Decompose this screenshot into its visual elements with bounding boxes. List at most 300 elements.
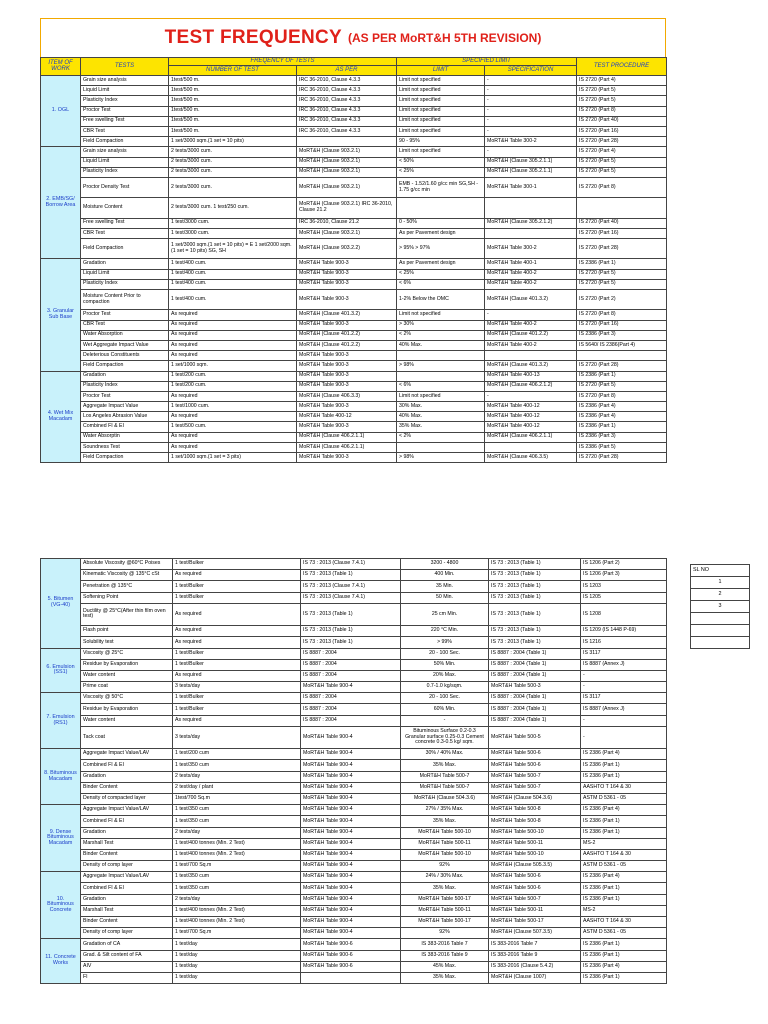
test-name-cell: Gradation <box>81 894 173 905</box>
procedure-cell: IS 2386 (Part 1) <box>581 972 667 983</box>
procedure-cell: IS 1203 <box>581 581 667 592</box>
specification-cell: IS 73 : 2013 (Table 1) <box>489 581 581 592</box>
specification-cell: IS 383-2016 Table 7 <box>489 939 581 950</box>
number-of-test-cell: 1test/500 m. <box>169 96 297 106</box>
specification-cell: IS 73 : 2013 (Table 1) <box>489 592 581 603</box>
sheet-table-1 <box>40 18 666 463</box>
specification-cell <box>485 228 577 238</box>
table-row <box>41 581 667 592</box>
number-of-test-cell: 1 test/350 cum <box>173 805 301 816</box>
number-of-test-cell: 1 test/3000 cum. <box>169 218 297 228</box>
table-row <box>41 330 667 340</box>
test-frequency-table <box>40 57 667 463</box>
limit-cell: Limit not specified <box>397 310 485 320</box>
limit-cell: MoRT&H Table 500-17 <box>401 894 489 905</box>
number-of-test-cell: 2 tests/3000 cum. <box>169 177 297 197</box>
procedure-cell: IS 1209 (IS 1448 P-69) <box>581 626 667 637</box>
table-row <box>41 310 667 320</box>
limit-cell: IS 383-2016 Table 7 <box>401 939 489 950</box>
test-name-cell: Field Compaction <box>81 239 169 259</box>
limit-cell: 0.7-1.0 kg/sqm. <box>401 682 489 693</box>
test-name-cell: Soundness Test <box>81 442 169 452</box>
test-name-cell: Gradation <box>81 827 173 838</box>
item-of-work-cell: 4. Wet Mix Macadam <box>41 371 81 463</box>
limit-cell: MoRT&H Table 500-7 <box>401 782 489 793</box>
number-of-test-cell: 1 set/1000 sqm. <box>169 361 297 371</box>
limit-cell: < 2% <box>397 330 485 340</box>
procedure-cell: IS 2386 (Part 4) <box>581 749 667 760</box>
number-of-test-cell: As required <box>173 626 301 637</box>
test-name-cell: Moisture Content <box>81 198 169 218</box>
test-name-cell: Plasticity Index <box>81 381 169 391</box>
specification-cell: - <box>485 76 577 86</box>
procedure-cell: IS 5640/ IS 2386(Part 4) <box>577 340 667 350</box>
limit-cell: > 99% <box>401 637 489 648</box>
table-row <box>41 157 667 167</box>
limit-cell: > 95% > 97% <box>397 239 485 259</box>
procedure-cell: IS 2720 (Part 5) <box>577 157 667 167</box>
number-of-test-cell: 1 set/1000 sqm.(1 set = 3 pits) <box>169 453 297 463</box>
table-row <box>41 872 667 883</box>
procedure-cell: IS 2386 (Part 4) <box>581 961 667 972</box>
limit-cell: EMB - 1.52/1.60 g/cc min SG,SH - 1.75 g/cc min <box>397 177 485 197</box>
specification-cell <box>485 442 577 452</box>
specification-cell: MoRT&H Table 400-2 <box>485 269 577 279</box>
as-per-cell: MoRT&H Table 900-4 <box>301 872 401 883</box>
procedure-cell: AASHTO T 164 & 30 <box>581 782 667 793</box>
number-of-test-cell: As required <box>169 391 297 401</box>
number-of-test-cell: 1 test/day <box>173 939 301 950</box>
table-row <box>41 771 667 782</box>
number-of-test-cell: 2 test/day / plant <box>173 782 301 793</box>
limit-cell: 40% Max. <box>397 340 485 350</box>
specification-cell: MoRT&H Table 500-6 <box>489 760 581 771</box>
procedure-cell: IS 2386 (Part 1) <box>581 760 667 771</box>
test-name-cell: Los Angeles Abrasion Value <box>81 412 169 422</box>
as-per-cell: MoRT&H Table 900-3 <box>297 361 397 371</box>
procedure-cell: IS 2720 (Part 8) <box>577 106 667 116</box>
as-per-cell: MoRT&H (Clause 903.2.1) <box>297 167 397 177</box>
test-name-cell: Density of compacted layer <box>81 793 173 804</box>
limit-cell: 35% Max. <box>397 422 485 432</box>
test-name-cell: Grain size analysis <box>81 76 169 86</box>
table-row <box>41 126 667 136</box>
as-per-cell: MoRT&H Table 900-3 <box>297 269 397 279</box>
number-of-test-cell: As required <box>173 637 301 648</box>
limit-cell: Limit not specified <box>397 86 485 96</box>
header-as-per: AS PER <box>297 66 397 76</box>
item-of-work-cell: 11. Concrete Works <box>41 939 81 984</box>
procedure-cell: IS 2720 (Part 28) <box>577 137 667 147</box>
number-of-test-cell: 1 test/350 cum <box>173 883 301 894</box>
as-per-cell: IRC 36-2010, Clause 4.3.3 <box>297 86 397 96</box>
table-row <box>41 320 667 330</box>
table-row <box>41 782 667 793</box>
item-of-work-cell: 1. OGL <box>41 76 81 147</box>
as-per-cell: MoRT&H Table 900-4 <box>301 782 401 793</box>
specification-cell: MoRT&H (Clause 505.3.5) <box>489 861 581 872</box>
procedure-cell: IS 2720 (Part 2) <box>577 289 667 309</box>
as-per-cell: IRC 36-2010, Clause 4.3.3 <box>297 116 397 126</box>
limit-cell: 20 - 100 Sec. <box>401 693 489 704</box>
test-name-cell: Absolute Viscosity @60°C Poises <box>81 559 173 570</box>
test-name-cell: Combined FI & EI <box>81 422 169 432</box>
as-per-cell: MoRT&H (Clause 406.2.1.1) <box>297 442 397 452</box>
limit-cell: Limit not specified <box>397 116 485 126</box>
limit-cell: > 98% <box>397 453 485 463</box>
limit-cell: 40% Max. <box>397 412 485 422</box>
procedure-cell: IS 2386 (Part 1) <box>577 422 667 432</box>
test-name-cell: Free swelling Test <box>81 218 169 228</box>
test-name-cell: Tack coat <box>81 726 173 748</box>
table-row <box>41 749 667 760</box>
procedure-cell: IS 2720 (Part 5) <box>577 279 667 289</box>
specification-cell: IS 73 : 2013 (Table 1) <box>489 559 581 570</box>
number-of-test-cell: 1 test/200 cum. <box>169 371 297 381</box>
as-per-cell: IS 73 : 2013 (Clause 7.4.1) <box>301 592 401 603</box>
table-row <box>41 917 667 928</box>
specification-cell: MoRT&H (Clause 305.2.1.1) <box>485 157 577 167</box>
number-of-test-cell: 1test/500 m. <box>169 76 297 86</box>
test-name-cell: Moisture Content Prior to compaction <box>81 289 169 309</box>
table-row <box>41 198 667 218</box>
title-bar <box>40 18 666 57</box>
table-row <box>41 894 667 905</box>
specification-cell: IS 383-2016 (Clause 5.4.2) <box>489 961 581 972</box>
number-of-test-cell: 1test/500 m. <box>169 116 297 126</box>
limit-cell: Limit not specified <box>397 96 485 106</box>
procedure-cell: IS 2386 (Part 1) <box>581 816 667 827</box>
limit-cell: 30% Max. <box>397 402 485 412</box>
number-of-test-cell: As required <box>169 340 297 350</box>
table-row <box>41 648 667 659</box>
as-per-cell: MoRT&H (Clause 903.2.1) <box>297 177 397 197</box>
table-row <box>41 693 667 704</box>
specification-cell: IS 73 : 2013 (Table 1) <box>489 626 581 637</box>
test-name-cell: CBR Test <box>81 228 169 238</box>
procedure-cell: IS 2720 (Part 40) <box>577 218 667 228</box>
specification-cell: MoRT&H Table 500-7 <box>489 771 581 782</box>
test-name-cell: Residue by Evaporation <box>81 659 173 670</box>
test-name-cell: Density of comp layer <box>81 928 173 939</box>
limit-cell: IS 383-2016 Table 9 <box>401 950 489 961</box>
test-name-cell: Combined FI & EI <box>81 816 173 827</box>
table-row <box>41 86 667 96</box>
number-of-test-cell: 1 test/700 Sq.m <box>173 861 301 872</box>
as-per-cell: MoRT&H Table 900-4 <box>301 682 401 693</box>
table-row <box>41 816 667 827</box>
procedure-cell: IS 2720 (Part 5) <box>577 269 667 279</box>
number-of-test-cell: As required <box>169 412 297 422</box>
item-of-work-cell: 9. Dense Bituminous Macadam <box>41 805 81 872</box>
as-per-cell: IRC 36-2010, Clause 4.3.3 <box>297 96 397 106</box>
limit-cell: < 6% <box>397 279 485 289</box>
specification-cell: IS 73 : 2013 (Table 1) <box>489 570 581 581</box>
number-of-test-cell: As required <box>169 320 297 330</box>
table-row <box>41 279 667 289</box>
item-of-work-cell: 2. EMB/SG/ Borrow Area <box>41 147 81 259</box>
table-row <box>41 905 667 916</box>
test-name-cell: Field Compaction <box>81 453 169 463</box>
specification-cell: IS 73 : 2013 (Table 1) <box>489 603 581 625</box>
number-of-test-cell: 1test/500 m. <box>169 106 297 116</box>
table-row <box>41 422 667 432</box>
procedure-cell: IS 1206 (Part 3) <box>581 570 667 581</box>
number-of-test-cell: 1 test/day <box>173 950 301 961</box>
table-row <box>41 682 667 693</box>
number-of-test-cell: As required <box>173 715 301 726</box>
sl-no-cell: 1 <box>691 577 750 589</box>
procedure-cell: IS 2386 (Part 4) <box>577 412 667 422</box>
as-per-cell: MoRT&H Table 900-4 <box>301 771 401 782</box>
item-of-work-cell: 6. Emulsion (SS1) <box>41 648 81 693</box>
as-per-cell: MoRT&H (Clause 401.3.2) <box>297 310 397 320</box>
procedure-cell: IS 2386 (Part 4) <box>581 805 667 816</box>
test-name-cell: Gradation <box>81 771 173 782</box>
test-name-cell: FI <box>81 972 173 983</box>
test-name-cell: Liquid Limit <box>81 157 169 167</box>
limit-cell: 45% Max. <box>401 961 489 972</box>
specification-cell: IS 8887 : 2004 (Table 1) <box>489 715 581 726</box>
test-name-cell: Marshall Test <box>81 905 173 916</box>
as-per-cell: MoRT&H (Clause 903.2.1) IRC 36-2010, Clause 21.2 <box>297 198 397 218</box>
as-per-cell: MoRT&H Table 900-6 <box>301 950 401 961</box>
specification-cell: MoRT&H Table 500-17 <box>489 917 581 928</box>
table-row <box>41 592 667 603</box>
item-of-work-cell: 8. Bituminous Macadam <box>41 749 81 805</box>
item-of-work-cell: 3. Granular Sub Base <box>41 259 81 371</box>
as-per-cell: MoRT&H (Clause 406.3.3) <box>297 391 397 401</box>
limit-cell: Limit not specified <box>397 76 485 86</box>
procedure-cell: - <box>581 682 667 693</box>
limit-cell: MoRT&H Table 500-17 <box>401 917 489 928</box>
specification-cell <box>485 198 577 218</box>
as-per-cell: IS 8887 : 2004 <box>301 659 401 670</box>
number-of-test-cell: 2 tests/3000 cum. <box>169 147 297 157</box>
procedure-cell: IS 2720 (Part 5) <box>577 96 667 106</box>
specification-cell: - <box>485 86 577 96</box>
test-name-cell: Aggregate Impact Value <box>81 402 169 412</box>
limit-cell: 27% / 35% Max. <box>401 805 489 816</box>
test-name-cell: Binder Content <box>81 917 173 928</box>
limit-cell: > 98% <box>397 361 485 371</box>
test-name-cell: Gradation <box>81 371 169 381</box>
procedure-cell: IS 2720 (Part 16) <box>577 320 667 330</box>
limit-cell: Limit not specified <box>397 147 485 157</box>
limit-cell: MoRT&H Table 500-11 <box>401 905 489 916</box>
number-of-test-cell: 1 test/350 cum <box>173 816 301 827</box>
specification-cell: MoRT&H Table 500-11 <box>489 905 581 916</box>
test-name-cell: Solubility test <box>81 637 173 648</box>
procedure-cell: IS 8887 (Annex J) <box>581 659 667 670</box>
limit-cell: MoRT&H Table 500-10 <box>401 849 489 860</box>
specification-cell: - <box>485 116 577 126</box>
table-row <box>41 137 667 147</box>
limit-cell: MoRT&H (Clause 504.3.6) <box>401 793 489 804</box>
specification-cell: - <box>485 126 577 136</box>
limit-cell: < 6% <box>397 381 485 391</box>
table-row <box>41 96 667 106</box>
table-row <box>41 432 667 442</box>
limit-cell: Bituminous Surface 0.2-0.3 Granular surface 0.25-0.3 Cement concrete 0.3-0.5 kg/ sqm. <box>401 726 489 748</box>
procedure-cell: IS 2386 (Part 3) <box>577 330 667 340</box>
as-per-cell: MoRT&H Table 900-4 <box>301 749 401 760</box>
specification-cell: IS 8887 : 2004 (Table 1) <box>489 704 581 715</box>
test-name-cell: Ductility @ 25°C(After thin film oven test) <box>81 603 173 625</box>
table-row <box>41 381 667 391</box>
number-of-test-cell: 1 test/400 cum. <box>169 259 297 269</box>
number-of-test-cell: 1 test/200 cum <box>173 749 301 760</box>
as-per-cell: IRC 36-2010, Clause 4.3.3 <box>297 106 397 116</box>
number-of-test-cell: 1 test/400 cum. <box>169 289 297 309</box>
bitumen-concrete-table <box>40 558 667 984</box>
table-row <box>41 603 667 625</box>
number-of-test-cell: 2 tests/day <box>173 771 301 782</box>
as-per-cell: MoRT&H (Clause 406.2.1.1) <box>297 432 397 442</box>
as-per-cell: MoRT&H (Clause 903.2.1) <box>297 147 397 157</box>
number-of-test-cell: 1 test/500 cum. <box>169 422 297 432</box>
as-per-cell: MoRT&H Table 900-3 <box>297 320 397 330</box>
procedure-cell: IS 2720 (Part 28) <box>577 453 667 463</box>
test-name-cell: Plasticity Index <box>81 96 169 106</box>
as-per-cell: MoRT&H (Clause 401.2.2) <box>297 340 397 350</box>
test-name-cell: Field Compaction <box>81 137 169 147</box>
as-per-cell: MoRT&H Table 900-4 <box>301 894 401 905</box>
number-of-test-cell: 1 test/400 tonnes (Min. 2 Test) <box>173 917 301 928</box>
procedure-cell: IS 1206 (Part 2) <box>581 559 667 570</box>
specification-cell: MoRT&H (Clause 305.2.1.2) <box>485 218 577 228</box>
header-specification: SPECIFICATION <box>485 66 577 76</box>
specification-cell: MoRT&H Table 500-7 <box>489 782 581 793</box>
table-row <box>41 637 667 648</box>
number-of-test-cell: 2 tests/3000 cum. <box>169 157 297 167</box>
number-of-test-cell: 3 tests/day <box>173 726 301 748</box>
specification-cell: MoRT&H Table 500-7 <box>489 894 581 905</box>
header-item: ITEM OF WORK <box>41 58 81 76</box>
procedure-cell: - <box>581 670 667 681</box>
limit-cell: 92% <box>401 861 489 872</box>
procedure-cell: IS 2386 (Part 1) <box>581 883 667 894</box>
number-of-test-cell: As required <box>173 670 301 681</box>
specification-cell: MoRT&H (Clause 504.3.6) <box>489 793 581 804</box>
procedure-cell: IS 3117 <box>581 693 667 704</box>
number-of-test-cell: 1 test/1000 cum. <box>169 402 297 412</box>
limit-cell <box>397 351 485 361</box>
as-per-cell: MoRT&H Table 900-4 <box>301 861 401 872</box>
test-name-cell: Binder Content <box>81 849 173 860</box>
procedure-cell: IS 2720 (Part 4) <box>577 76 667 86</box>
as-per-cell: MoRT&H Table 900-3 <box>297 259 397 269</box>
limit-cell: 20% Max. <box>401 670 489 681</box>
table-row <box>41 726 667 748</box>
as-per-cell: MoRT&H Table 900-4 <box>301 905 401 916</box>
table-row <box>41 289 667 309</box>
as-per-cell: IS 73 : 2013 (Clause 7.4.1) <box>301 581 401 592</box>
limit-cell: 220 °C Min. <box>401 626 489 637</box>
number-of-test-cell: 1 test/Bulker <box>173 659 301 670</box>
test-name-cell: Aggregate Impact Value/LAV <box>81 805 173 816</box>
limit-cell: < 2% <box>397 432 485 442</box>
specification-cell: IS 8887 : 2004 (Table 1) <box>489 659 581 670</box>
as-per-cell: MoRT&H (Clause 903.2.2) <box>297 239 397 259</box>
specification-cell: MoRT&H Table 500-10 <box>489 849 581 860</box>
limit-cell: 60% Min. <box>401 704 489 715</box>
specification-cell: MoRT&H Table 400-12 <box>485 422 577 432</box>
number-of-test-cell: As required <box>169 442 297 452</box>
number-of-test-cell: 1 test/350 cum <box>173 872 301 883</box>
specification-cell: - <box>485 96 577 106</box>
as-per-cell: IS 8887 : 2004 <box>301 715 401 726</box>
number-of-test-cell: 1 test/400 tonnes (Min. 2 Test) <box>173 838 301 849</box>
procedure-cell: IS 2720 (Part 4) <box>577 147 667 157</box>
procedure-cell: - <box>581 726 667 748</box>
limit-cell <box>397 442 485 452</box>
as-per-cell: MoRT&H Table 900-4 <box>301 849 401 860</box>
as-per-cell: MoRT&H Table 900-3 <box>297 381 397 391</box>
as-per-cell: MoRT&H (Clause 903.2.1) <box>297 228 397 238</box>
specification-cell: MoRT&H (Clause 401.3.2) <box>485 361 577 371</box>
table-row <box>41 361 667 371</box>
specification-cell: MoRT&H (Clause 401.3.2) <box>485 289 577 309</box>
table-row <box>41 559 667 570</box>
specification-cell: MoRT&H Table 500-6 <box>489 749 581 760</box>
table-row <box>41 861 667 872</box>
specification-cell: MoRT&H Table 500-11 <box>489 838 581 849</box>
limit-cell <box>397 371 485 381</box>
table-row <box>41 849 667 860</box>
as-per-cell: MoRT&H Table 400-12 <box>297 412 397 422</box>
limit-cell: < 25% <box>397 167 485 177</box>
procedure-cell: IS 2720 (Part 8) <box>577 391 667 401</box>
limit-cell <box>397 198 485 218</box>
number-of-test-cell: As required <box>173 603 301 625</box>
number-of-test-cell: 1test/700 Sq.m <box>173 793 301 804</box>
number-of-test-cell: 1 test/200 cum. <box>169 381 297 391</box>
table-row <box>41 259 667 269</box>
header-specified-limit: SPECIFIED LIMIT <box>397 58 577 66</box>
number-of-test-cell: 1 set/3000 sqm.(1 set = 10 pits) = E 1 set/2000 sqm.(1 set = 10 pits) SG, SH <box>169 239 297 259</box>
table-row <box>41 412 667 422</box>
as-per-cell: MoRT&H Table 900-4 <box>301 838 401 849</box>
header-procedure: TEST PROCEDURE <box>577 58 667 76</box>
test-name-cell: Deleterious Constituents <box>81 351 169 361</box>
limit-cell: < 50% <box>397 157 485 167</box>
as-per-cell: MoRT&H Table 900-3 <box>297 279 397 289</box>
number-of-test-cell: As required <box>173 570 301 581</box>
table-row <box>41 961 667 972</box>
table-row <box>41 76 667 86</box>
as-per-cell: MoRT&H (Clause 903.2.1) <box>297 157 397 167</box>
test-name-cell: Kinematic Viscosity @ 135°C cSt <box>81 570 173 581</box>
test-name-cell: Liquid Limit <box>81 86 169 96</box>
procedure-cell: IS 2386 (Part 1) <box>581 771 667 782</box>
as-per-cell: IRC 36-2010, Clause 4.3.3 <box>297 126 397 136</box>
table-row <box>41 626 667 637</box>
number-of-test-cell: 1 test/Bulker <box>173 559 301 570</box>
specification-cell: MoRT&H Table 400-12 <box>485 402 577 412</box>
limit-cell: Limit not specified <box>397 391 485 401</box>
number-of-test-cell: 1 test/Bulker <box>173 704 301 715</box>
item-of-work-cell: 5. Bitumen (VG-40) <box>41 559 81 649</box>
number-of-test-cell: 1 set/3000 sqm.(1 set = 10 pits) <box>169 137 297 147</box>
as-per-cell: MoRT&H Table 900-4 <box>301 883 401 894</box>
header-limit: LIMIT <box>397 66 485 76</box>
as-per-cell: MoRT&H Table 900-4 <box>301 805 401 816</box>
number-of-test-cell: 1 test/400 cum. <box>169 279 297 289</box>
procedure-cell: IS 2386 (Part 4) <box>577 402 667 412</box>
procedure-cell: IS 2720 (Part 28) <box>577 239 667 259</box>
limit-cell: 90 - 95% <box>397 137 485 147</box>
